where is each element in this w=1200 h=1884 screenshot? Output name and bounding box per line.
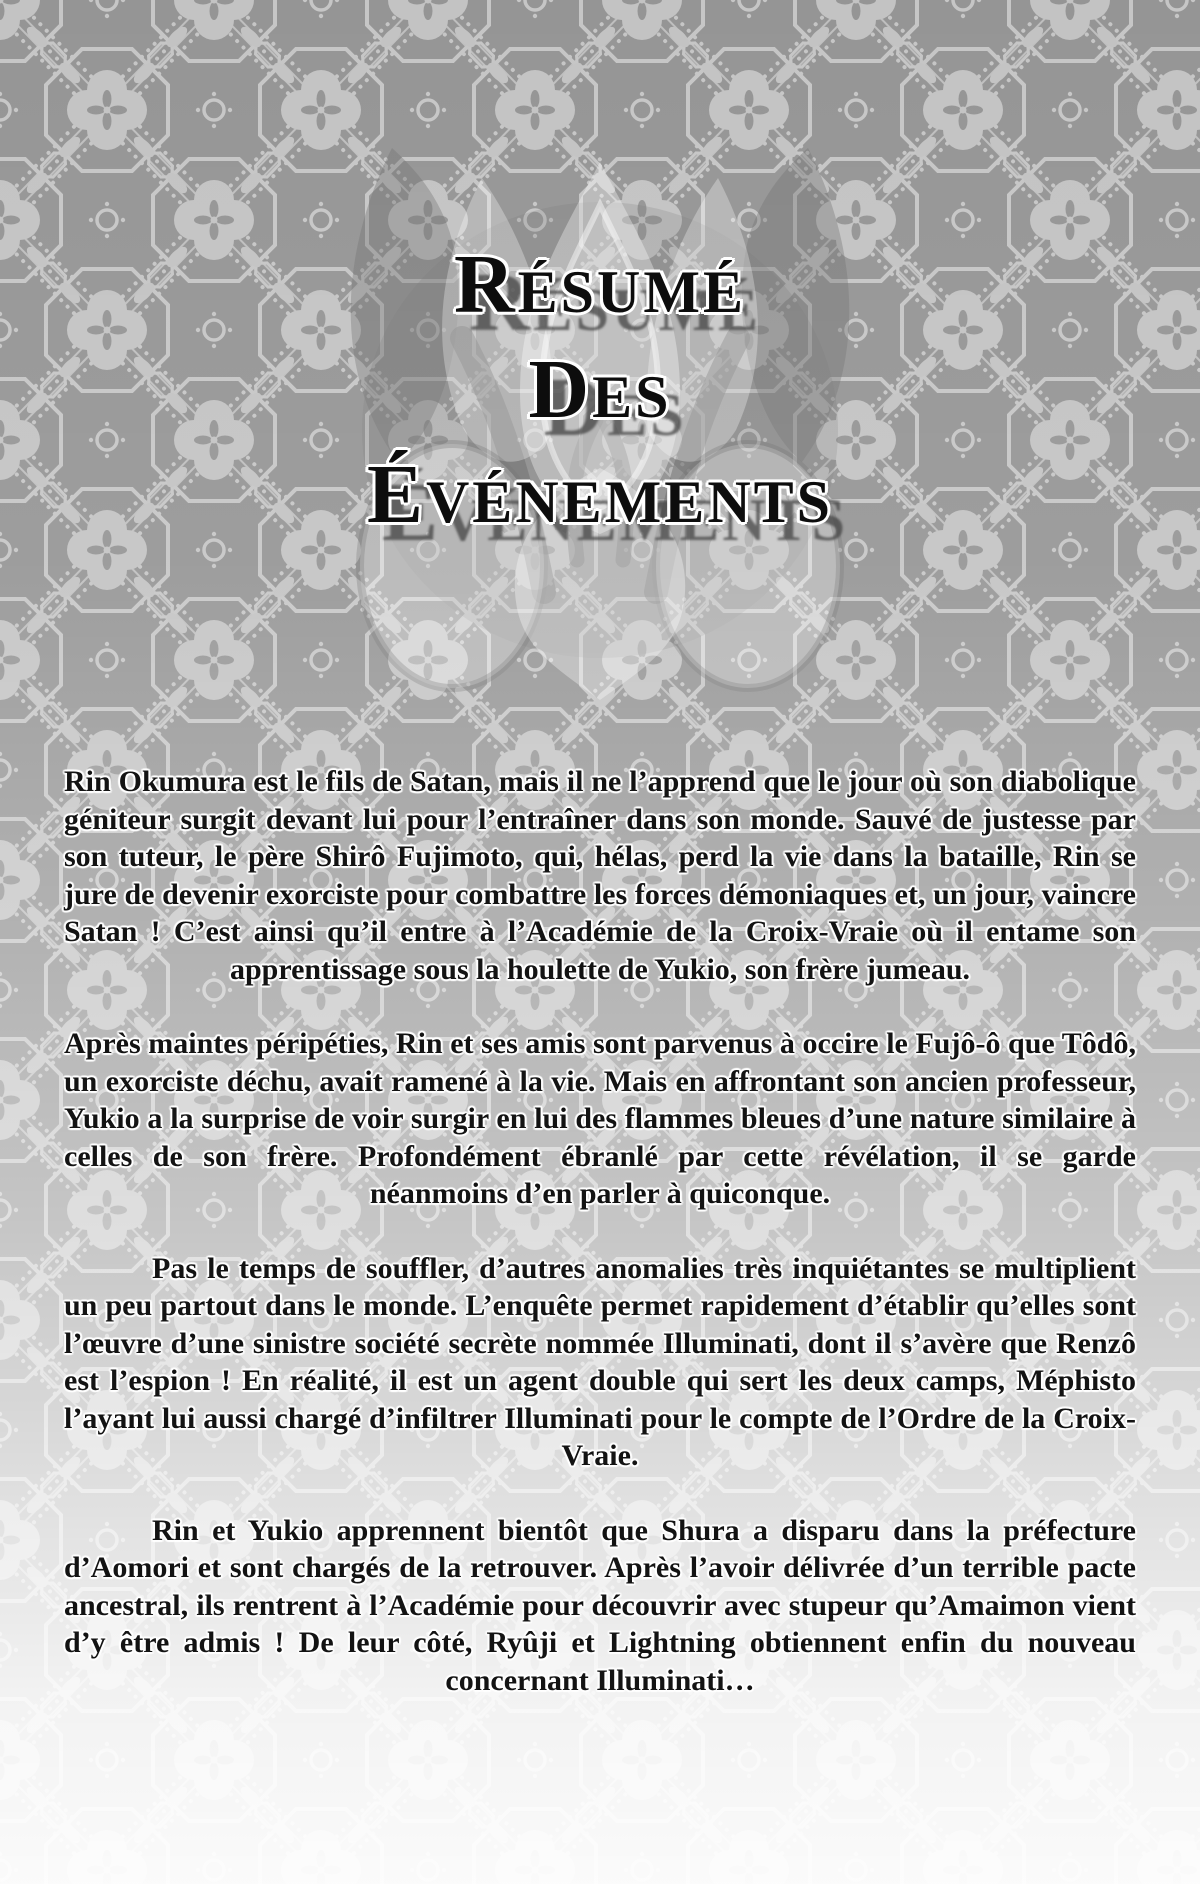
page-title bbox=[0, 0, 1200, 551]
summary-paragraph: Rin Okumura est le fils de Satan, mais il ne l’apprend que le jour où son diabolique géniteur surgit devant lui pour l’entraîner dans son monde. Sauvé de justesse par son tuteur, le père Shirô Fujimoto, qui, hélas, perd la vie dans la bataille, Rin se jure de devenir exorciste pour combattre les forces démoniaques et, un jour, vaincre Satan ! C’est ainsi qu’il entre à l’Académie de la Croix-Vraie où il entame son apprentissage sous la houlette de Yukio, son frère jumeau. bbox=[64, 765, 1136, 986]
summary-paragraph: Après maintes péripéties, Rin et ses amis sont parvenus à occire le Fujô-ô que Tôdô, un exorciste déchu, avait ramené à la vie. Mais en affrontant son ancien professeur, Yukio a la surprise de voir surgir en lui des flammes bleues d’une nature similaire à celles de son frère. Profondément ébranlé par cette révélation, il se garde néanmoins d’en parler à quiconque. bbox=[64, 1027, 1136, 1210]
title-line-1: RÉSUMÉ bbox=[453, 238, 747, 331]
title-line-2: DES bbox=[528, 343, 672, 436]
summary-paragraph: Rin et Yukio apprennent bientôt que Shura a disparu dans la préfecture d’Aomori et sont chargés de la retrouver. Après l’avoir délivrée d’un terrible pacte ancestral, ils rentrent à l’Académie pour découvrir avec stupeur qu’Amaimon vient d’y être admis ! De leur côté, Ryûji et Lightning obtiennent enfin du nouveau concernant Illuminati… bbox=[64, 1513, 1136, 1697]
title-line-3: ÉVÉNEMENTS bbox=[366, 448, 834, 541]
summary-text-block bbox=[64, 763, 1136, 1699]
summary-paragraph: Pas le temps de souffler, d’autres anomalies très inquiétantes se multiplient un peu partout dans le monde. L’enquête permet rapidement d’établir qu’elles sont l’œuvre d’une sinistre société secrète nommée Illuminati, dont il s’avère que Renzô est l’espion ! En réalité, il est un agent double qui sert les deux camps, Méphisto l’ayant lui aussi chargé d’infiltrer Illuminati pour le compte de l’Ordre de la Croix-Vraie. bbox=[64, 1251, 1136, 1472]
